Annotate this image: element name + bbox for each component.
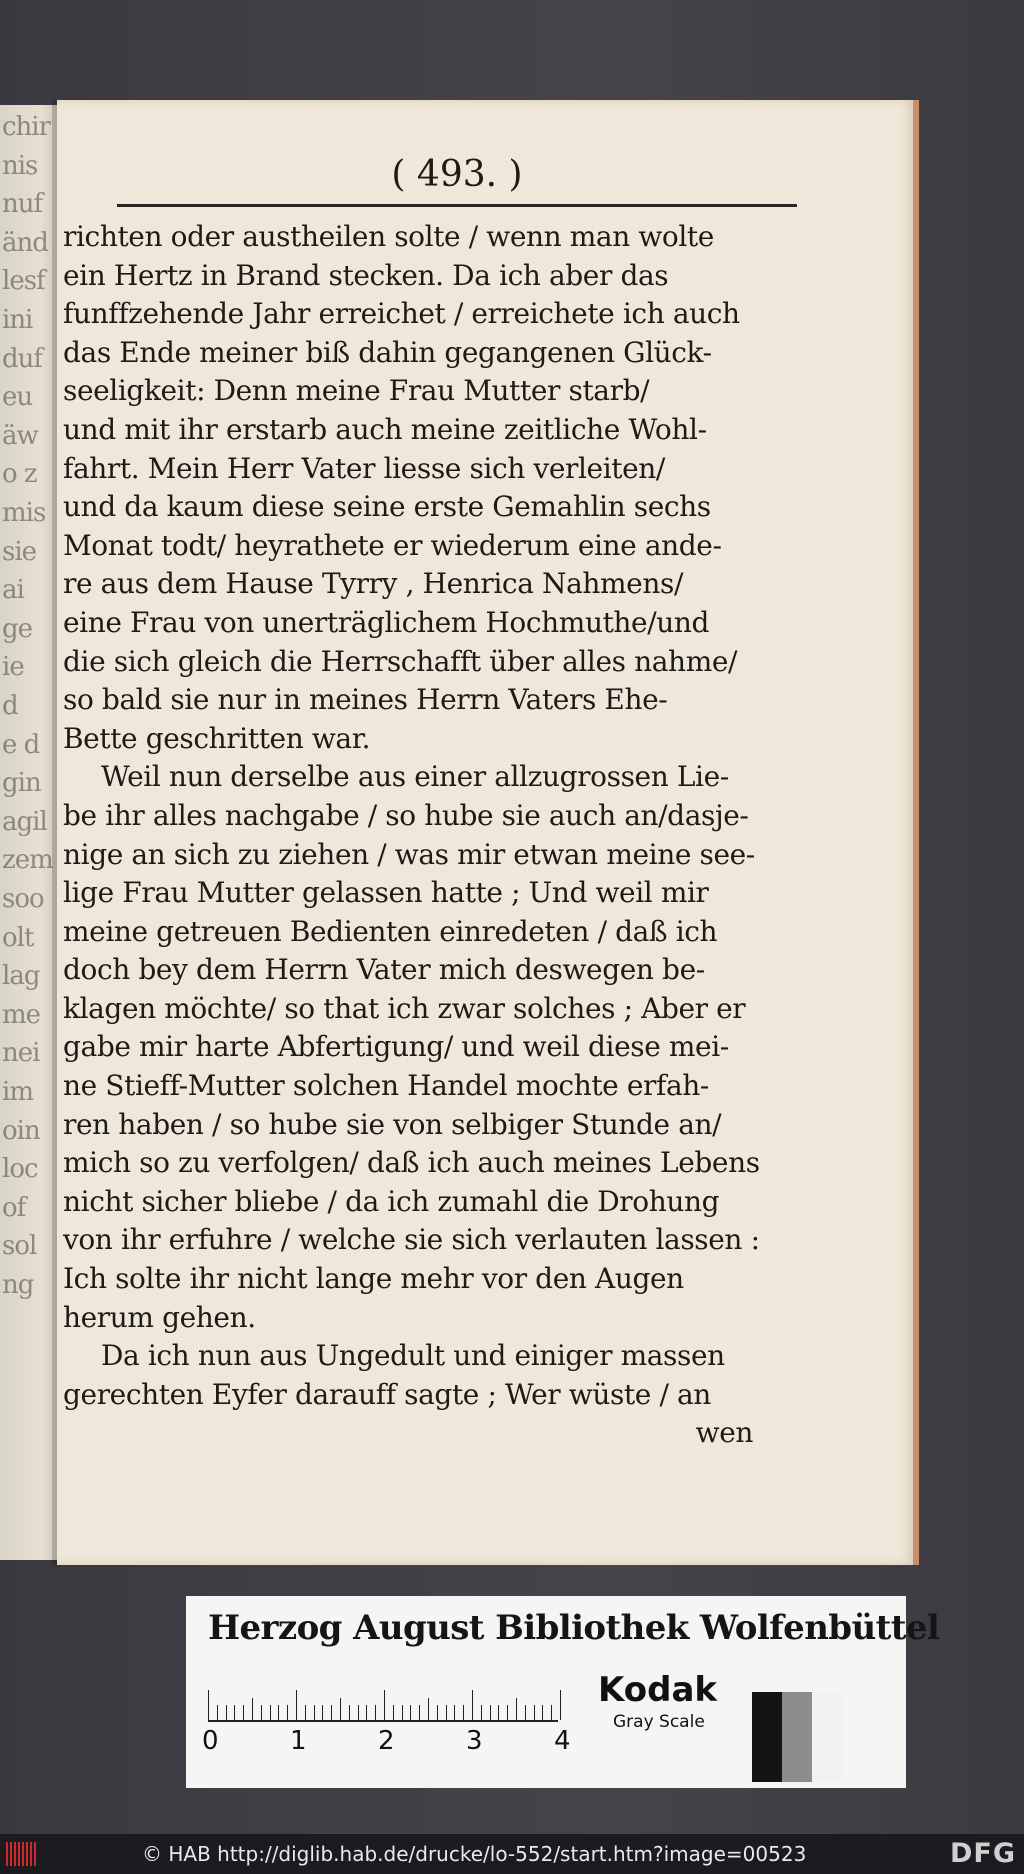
ruler-tick [375, 1705, 376, 1720]
text-line: fahrt. Mein Herr Vater liesse sich verleiten/ [63, 451, 665, 485]
previous-page-text-fragment: im [2, 1077, 33, 1107]
text-line: nicht sicher bliebe / da ich zumahl die Drohung [63, 1184, 720, 1218]
page-number: ( 493. ) [391, 154, 523, 195]
ruler-tick [507, 1705, 508, 1720]
hab-logo-icon [6, 1842, 46, 1866]
previous-page-text-fragment: loc [2, 1154, 38, 1185]
ruler-tick [525, 1705, 526, 1720]
text-line: Monat todt/ heyrathete er wiederum eine ande- [63, 528, 722, 562]
ruler-tick [322, 1705, 323, 1720]
book-page [57, 100, 919, 1565]
previous-page-text-fragment: ng [2, 1270, 34, 1300]
ruler-number: 1 [290, 1726, 307, 1756]
ruler-number: 2 [378, 1726, 395, 1756]
text-line: herum gehen. [63, 1300, 256, 1334]
text-line: ein Hertz in Brand stecken. Da ich aber das [63, 258, 669, 292]
previous-page-text-fragment: chir [2, 112, 51, 142]
text-line: Ich solte ihr nicht lange mehr vor den Augen [63, 1262, 684, 1296]
previous-page-text-fragment: soo [2, 884, 44, 914]
ruler-tick [340, 1698, 341, 1720]
text-line: nige an sich zu ziehen / was mir etwan meine see- [63, 837, 755, 871]
gray-swatch [752, 1692, 782, 1782]
text-line: die sich gleich die Herrschafft über alles nahme/ [63, 644, 738, 678]
previous-page-text-fragment: äw [2, 420, 38, 451]
ruler-tick [358, 1705, 359, 1720]
previous-page-text-fragment: eu [2, 382, 33, 413]
ruler-tick [314, 1705, 315, 1720]
gray-swatch [782, 1692, 812, 1782]
text-line: re aus dem Hause Tyrry , Henrica Nahmens/ [63, 567, 683, 601]
text-line: von ihr erfuhre / welche sie sich verlauten lassen : [63, 1223, 760, 1257]
text-line: richten oder austheilen solte / wenn man wolte [63, 220, 714, 253]
kodak-logo: Kodak [598, 1670, 717, 1710]
previous-page-text-fragment: zem [2, 845, 53, 876]
ruler-tick [534, 1705, 535, 1720]
ruler-tick [454, 1705, 455, 1720]
ruler-tick [287, 1705, 288, 1720]
page-header [117, 148, 797, 207]
previous-page-edge [0, 105, 58, 1560]
previous-page-text-fragment: lag [2, 961, 40, 992]
ruler-tick [542, 1705, 543, 1720]
text-line: gabe mir harte Abfertigung/ und weil diese mei- [63, 1030, 729, 1064]
ruler-baseline [208, 1720, 558, 1722]
library-title: Herzog August Bibliothek Wolfenbüttel [208, 1608, 940, 1648]
previous-page-text-fragment: sie [2, 536, 37, 567]
previous-page-text-fragment: d [2, 691, 18, 721]
previous-page-text-fragment: ie [2, 652, 24, 683]
text-line: ren haben / so hube sie von selbiger Stunde an/ [63, 1107, 722, 1141]
ruler-tick [481, 1705, 482, 1720]
ruler-tick [305, 1705, 306, 1720]
gray-swatches [752, 1692, 842, 1782]
previous-page-text-fragment: duf [2, 343, 43, 374]
ruler-tick [278, 1705, 279, 1720]
previous-page-text-fragment: mis [2, 498, 46, 528]
previous-page-text-fragment: ge [2, 613, 33, 644]
text-line: mich so zu verfolgen/ daß ich auch meines Lebens [63, 1146, 760, 1180]
previous-page-text-fragment: gin [2, 768, 41, 799]
ruler-tick [428, 1698, 429, 1720]
text-line: eine Frau von unerträglichem Hochmuthe/und [63, 605, 710, 639]
text-line: und mit ihr erstarb auch meine zeitliche Wohl- [63, 412, 707, 446]
page-text [63, 218, 760, 1453]
previous-page-text-fragment: me [2, 999, 41, 1030]
previous-page-text-fragment: nei [2, 1038, 40, 1069]
previous-page-text-fragment: e d [2, 729, 40, 760]
ruler-tick [366, 1705, 367, 1720]
ruler-tick [296, 1690, 297, 1720]
ruler-tick [331, 1705, 332, 1720]
footer-url[interactable]: © HAB http://diglib.hab.de/drucke/lo-552/start.htm?image=00523 [142, 1842, 807, 1866]
ruler-tick [226, 1705, 227, 1720]
scale-ruler [202, 1668, 571, 1758]
ruler-tick [446, 1705, 447, 1720]
footer-bar [0, 1834, 1024, 1874]
previous-page-text-fragment: lesf [2, 266, 45, 297]
ruler-tick [270, 1705, 271, 1720]
ruler-tick [551, 1705, 552, 1720]
previous-page-text-fragment: ai [2, 575, 24, 606]
previous-page-text-fragment: nis [2, 150, 38, 181]
ruler-tick [252, 1698, 253, 1720]
ruler-tick [516, 1698, 517, 1720]
dfg-logo: DFG [949, 1838, 1016, 1869]
ruler-tick [217, 1705, 218, 1720]
previous-page-text-fragment: of [2, 1192, 26, 1223]
ruler-tick [393, 1705, 394, 1720]
previous-page-text-fragment: nuf [2, 189, 43, 220]
ruler-number: 3 [466, 1726, 483, 1756]
ruler-tick [208, 1690, 209, 1720]
ruler-tick [261, 1705, 262, 1720]
gray-scale-label: Gray Scale [613, 1712, 705, 1732]
ruler-tick [410, 1705, 411, 1720]
text-line: Bette geschritten war. [63, 721, 371, 755]
text-line: ne Stieff-Mutter solchen Handel mochte erfah- [63, 1069, 709, 1103]
previous-page-text-fragment: o z [2, 459, 37, 490]
text-line: Da ich nun aus Ungedult und einiger massen [101, 1339, 725, 1373]
previous-page-text-fragment: sol [2, 1231, 37, 1262]
ruler-tick [472, 1690, 473, 1720]
ruler-tick [463, 1705, 464, 1720]
text-line: das Ende meiner biß dahin gegangenen Glück- [63, 335, 712, 369]
ruler-tick [243, 1705, 244, 1720]
ruler-tick [498, 1705, 499, 1720]
previous-page-text-fragment: ini [2, 305, 33, 335]
previous-page-text-fragment: agil [2, 806, 47, 837]
ruler-number: 4 [554, 1726, 571, 1756]
text-line: wen [695, 1416, 753, 1450]
ruler-tick [234, 1705, 235, 1720]
text-line: und da kaum diese seine erste Gemahlin sechs [63, 490, 711, 524]
text-line: meine getreuen Bedienten einredeten / daß ich [63, 914, 718, 948]
ruler-tick [384, 1690, 385, 1720]
text-line: lige Frau Mutter gelassen hatte ; Und weil mir [63, 876, 709, 910]
previous-page-text-fragment: änd [2, 227, 48, 258]
ruler-number: 0 [202, 1726, 219, 1756]
gray-swatch [812, 1692, 842, 1782]
text-line: funffzehende Jahr erreichet / erreichete ich auch [63, 297, 740, 331]
text-line: klagen möchte/ so that ich zwar solches ; Aber er [63, 991, 746, 1025]
previous-page-text-fragment: oin [2, 1115, 40, 1146]
ruler-tick [437, 1705, 438, 1720]
previous-page-text-fragment: olt [2, 922, 34, 953]
ruler-tick [349, 1705, 350, 1720]
ruler-tick [402, 1705, 403, 1720]
text-line: Weil nun derselbe aus einer allzugrossen Lie- [101, 760, 729, 794]
text-line: seeligkeit: Denn meine Frau Mutter starb/ [63, 374, 650, 408]
ruler-tick [490, 1705, 491, 1720]
text-line: doch bey dem Herrn Vater mich deswegen be- [63, 953, 705, 987]
ruler-tick [560, 1690, 561, 1720]
text-line: gerechten Eyfer darauff sagte ; Wer wüste / an [63, 1377, 711, 1411]
ruler-tick [419, 1705, 420, 1720]
text-line: be ihr alles nachgabe / so hube sie auch an/dasje- [63, 798, 749, 832]
color-target-card [186, 1596, 940, 1788]
text-line: so bald sie nur in meines Herrn Vaters Ehe- [63, 683, 668, 717]
